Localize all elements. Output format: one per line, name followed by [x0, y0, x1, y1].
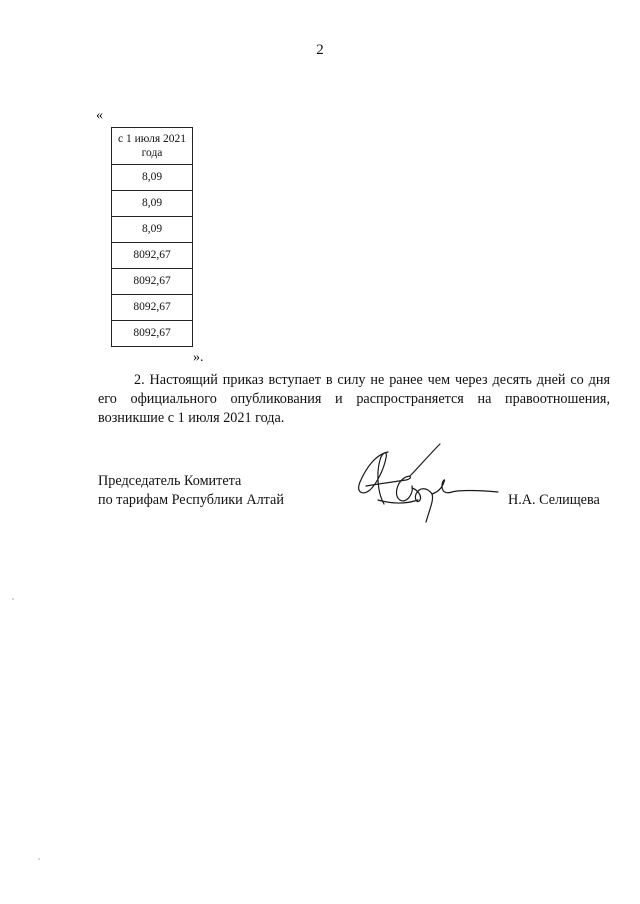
table-row [112, 165, 193, 191]
table-header: с 1 июля 2021 года [112, 128, 193, 165]
table-row [112, 321, 193, 347]
table-cell: 8092,67 [112, 269, 193, 295]
paragraph-2 [98, 371, 610, 428]
opening-quote: « [96, 108, 103, 123]
tariff-table [111, 127, 193, 347]
signer-title-line2: по тарифам Республики Алтай [98, 492, 284, 508]
table-cell: 8,09 [112, 165, 193, 191]
scan-speck [12, 598, 14, 600]
table-cell: 8,09 [112, 217, 193, 243]
signer-title-line1: Председатель Комитета [98, 473, 242, 489]
page-number: 2 [316, 42, 324, 58]
paragraph-text: 2. Настоящий приказ вступает в силу не ранее чем через десять дней со дня его официального опубликования и распространяется на правоотношения, возникшие с 1 июля 2021 года. [98, 372, 610, 426]
table-cell: 8,09 [112, 191, 193, 217]
signer-name: Н.А. Селищева [508, 492, 600, 508]
table-row [112, 191, 193, 217]
table-cell: 8092,67 [112, 321, 193, 347]
scan-speck [38, 858, 40, 860]
signer-title [98, 472, 284, 510]
handwritten-signature [348, 438, 508, 526]
table-row [112, 295, 193, 321]
table-row [112, 217, 193, 243]
table-row [112, 269, 193, 295]
table-cell: 8092,67 [112, 295, 193, 321]
closing-quote: ». [193, 350, 204, 365]
table-cell: 8092,67 [112, 243, 193, 269]
table-row [112, 243, 193, 269]
